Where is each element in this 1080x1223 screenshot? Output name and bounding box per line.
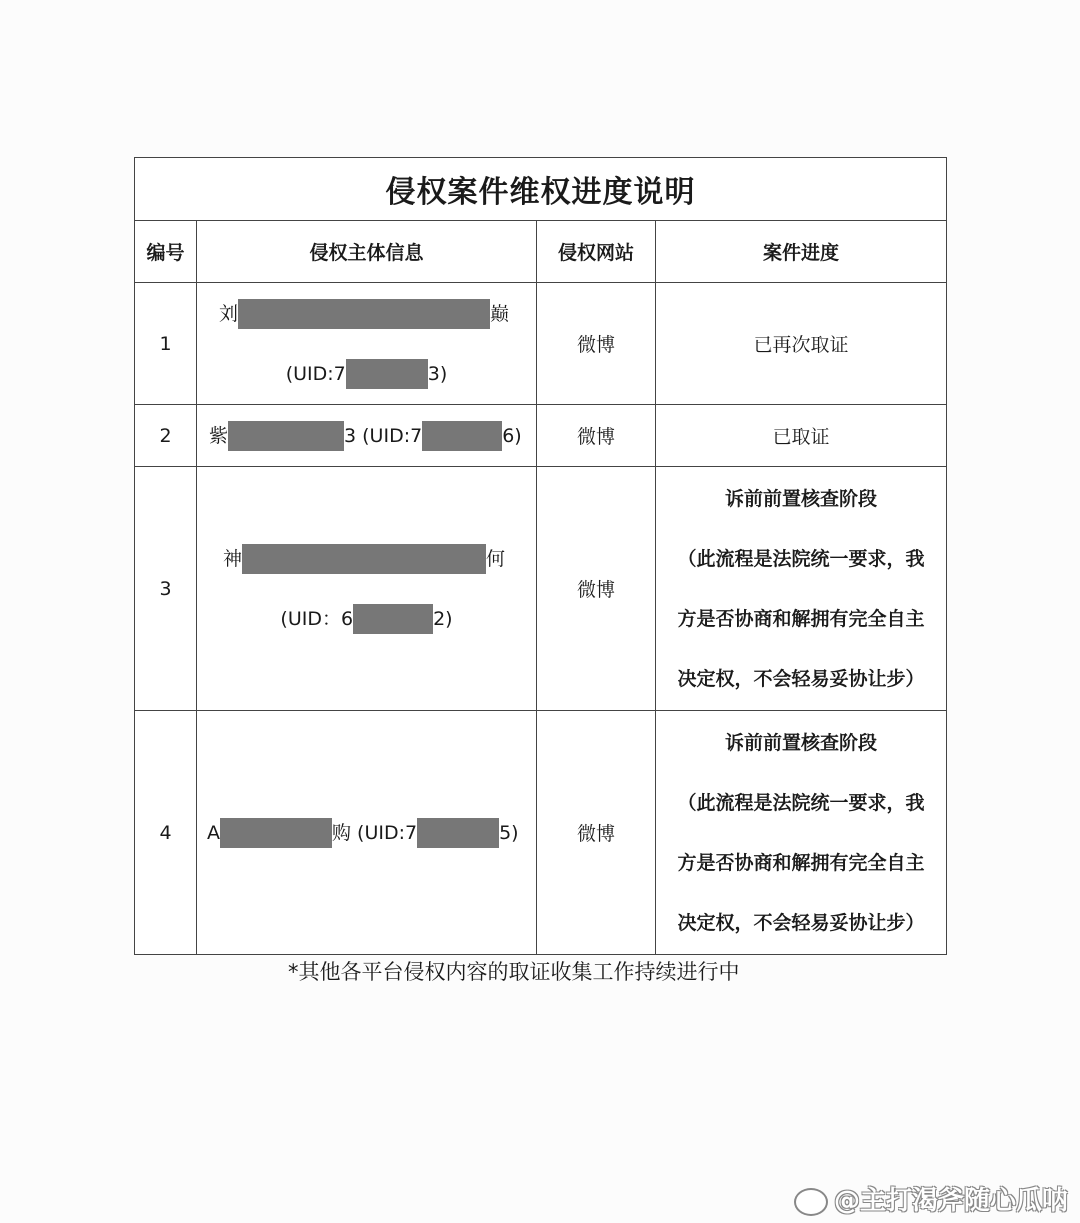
- progress-title: 诉前前置核查阶段: [724, 487, 877, 510]
- progress: 已取证: [656, 405, 947, 467]
- redaction-block: [228, 421, 344, 451]
- redaction-block: [353, 604, 433, 634]
- site: 微博: [537, 405, 656, 467]
- redaction-block: [346, 359, 428, 389]
- progress-line: （此流程是法院统一要求，我: [677, 791, 925, 814]
- uid-prefix: (UID：6: [280, 607, 354, 630]
- name-prefix: 紫: [209, 424, 229, 447]
- row-number: 4: [135, 711, 197, 955]
- weibo-logo-icon: [794, 1188, 828, 1216]
- infringer-info: [197, 711, 537, 955]
- infringer-info: [197, 467, 537, 711]
- table-row: [135, 405, 947, 467]
- name-suffix: 巅: [490, 302, 510, 325]
- progress-title: 诉前前置核查阶段: [724, 731, 877, 754]
- footnote: *其他各平台侵权内容的取证收集工作持续进行中: [288, 960, 740, 984]
- header-infringer-info: 侵权主体信息: [197, 221, 537, 283]
- progress-line: （此流程是法院统一要求，我: [677, 547, 925, 570]
- row-number: 1: [135, 283, 197, 405]
- name-prefix: 神: [223, 547, 243, 570]
- table-title: 侵权案件维权进度说明: [135, 158, 947, 221]
- table-row: [135, 467, 947, 711]
- watermark: [794, 1180, 1068, 1217]
- table-header-row: [135, 221, 947, 283]
- uid-suffix: 6): [502, 424, 522, 447]
- progress-line: 决定权，不会轻易妥协让步）: [677, 911, 925, 934]
- name-prefix: 刘: [219, 302, 239, 325]
- progress: [656, 467, 947, 711]
- site: 微博: [537, 711, 656, 955]
- row-number: 2: [135, 405, 197, 467]
- infringer-info: [197, 405, 537, 467]
- header-site: 侵权网站: [537, 221, 656, 283]
- redaction-block: [242, 544, 486, 574]
- watermark-text: @主打渴斧随心瓜呐: [833, 1186, 1068, 1216]
- site: 微博: [537, 283, 656, 405]
- progress-line: 决定权，不会轻易妥协让步）: [677, 667, 925, 690]
- uid-suffix: 5): [499, 821, 519, 844]
- name-suffix: 购 (UID:7: [332, 821, 418, 844]
- table-row: [135, 283, 947, 405]
- redaction-block: [422, 421, 502, 451]
- table-row: [135, 711, 947, 955]
- name-prefix: A: [207, 821, 220, 844]
- infringer-info: [197, 283, 537, 405]
- header-progress: 案件进度: [656, 221, 947, 283]
- name-suffix: 3 (UID:7: [344, 424, 423, 447]
- case-progress-table: [134, 157, 947, 955]
- header-number: 编号: [135, 221, 197, 283]
- progress: [656, 711, 947, 955]
- uid-prefix: (UID:7: [285, 362, 346, 385]
- site: 微博: [537, 467, 656, 711]
- redaction-block: [238, 299, 490, 329]
- uid-suffix: 2): [433, 607, 453, 630]
- progress: 已再次取证: [656, 283, 947, 405]
- row-number: 3: [135, 467, 197, 711]
- redaction-block: [220, 818, 332, 848]
- progress-line: 方是否协商和解拥有完全自主: [677, 607, 925, 630]
- name-suffix: 何: [486, 547, 506, 570]
- progress-line: 方是否协商和解拥有完全自主: [677, 851, 925, 874]
- uid-suffix: 3): [427, 362, 448, 385]
- redaction-block: [417, 818, 499, 848]
